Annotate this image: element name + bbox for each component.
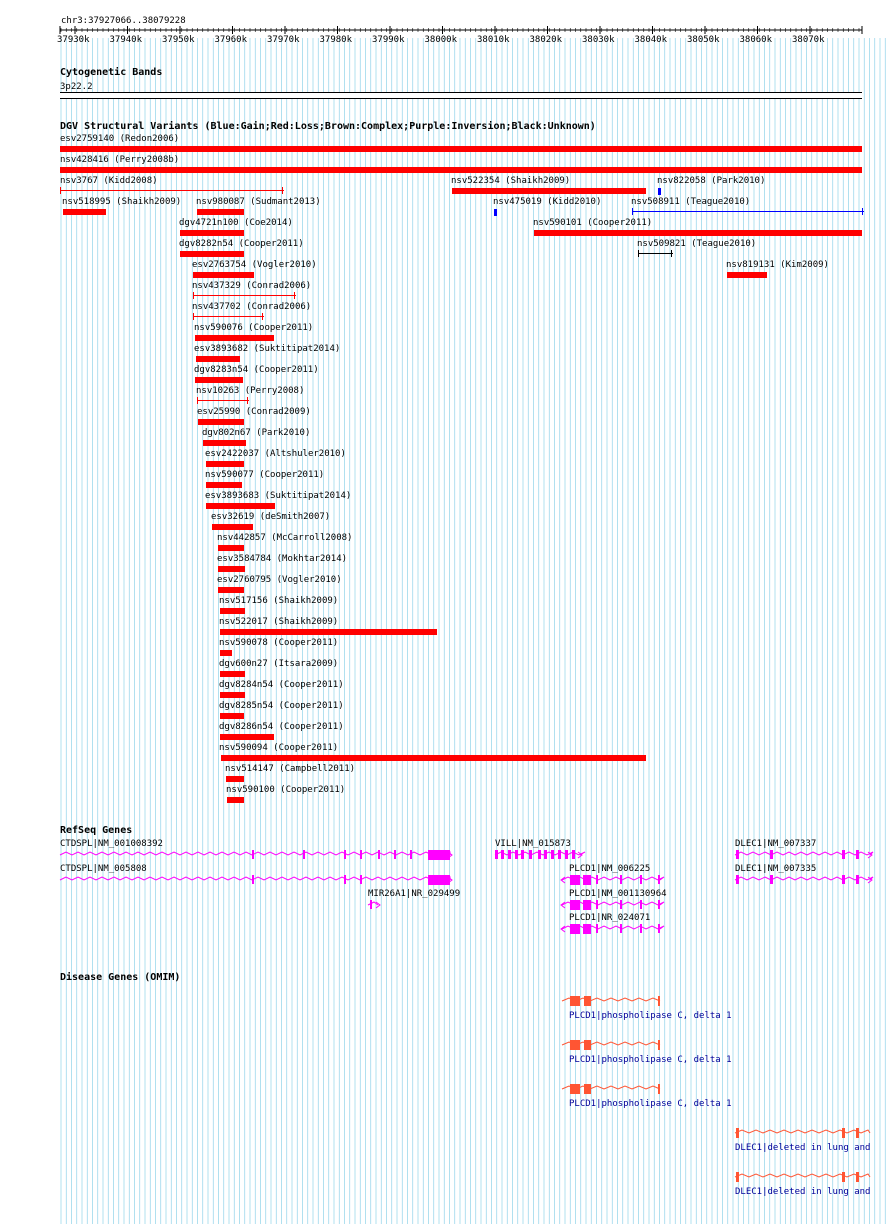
dgv-variant-label: dgv8282n54 (Cooper2011) xyxy=(179,239,304,249)
cytoband-track-title: Cytogenetic Bands xyxy=(60,67,163,78)
omim-entry-label: DLEC1|deleted in lung and xyxy=(735,1187,871,1197)
dgv-variant-label: dgv4721n100 (Coe2014) xyxy=(179,218,293,228)
omim-gene-model[interactable] xyxy=(562,1084,660,1094)
dgv-variant-label: esv2763754 (Vogler2010) xyxy=(192,260,317,270)
dgv-variant-label: nsv822058 (Park2010) xyxy=(657,176,766,186)
ruler-tick-label: 37930k xyxy=(57,35,90,45)
refseq-gene-label: PLCD1|NM_006225 xyxy=(569,864,651,874)
omim-gene-model[interactable] xyxy=(562,1040,660,1050)
dgv-variant-label: esv2422037 (Altshuler2010) xyxy=(205,449,346,459)
ruler-tick-label: 37940k xyxy=(109,35,143,45)
dgv-variant-label: nsv980087 (Sudmant2013) xyxy=(196,197,321,207)
dgv-variant-label: nsv514147 (Campbell2011) xyxy=(225,764,356,774)
ruler-tick-label: 37990k xyxy=(372,35,405,45)
refseq-gene-label: CTDSPL|NM_001008392 xyxy=(60,839,163,849)
dgv-variant-label: nsv509821 (Teague2010) xyxy=(637,239,757,249)
refseq-gene-label: PLCD1|NM_001130964 xyxy=(569,889,667,899)
dgv-variant-label: esv2759140 (Redon2006) xyxy=(60,134,180,144)
dgv-variant-label: nsv590101 (Cooper2011) xyxy=(533,218,653,228)
dgv-variant-label: nsv437702 (Conrad2006) xyxy=(192,302,312,312)
refseq-track-title: RefSeq Genes xyxy=(60,825,133,836)
ruler-tick-label: 37970k xyxy=(267,35,300,45)
dgv-track-title: DGV Structural Variants (Blue:Gain;Red:Loss;Brown:Complex;Purple:Inversion;Black:Unknown) xyxy=(60,121,596,132)
dgv-variant-label: esv3584784 (Mokhtar2014) xyxy=(217,554,348,564)
dgv-variant-label: esv2760795 (Vogler2010) xyxy=(217,575,342,585)
omim-gene-model[interactable] xyxy=(735,1172,870,1182)
dgv-variant-label: nsv590100 (Cooper2011) xyxy=(226,785,346,795)
dgv-variant-label: esv25990 (Conrad2009) xyxy=(197,407,311,417)
ruler-tick-label: 38070k xyxy=(792,35,825,45)
dgv-variant-label: esv32619 (deSmith2007) xyxy=(211,512,331,522)
dgv-variant-label: nsv819131 (Kim2009) xyxy=(726,260,829,270)
dgv-variant-label: nsv590077 (Cooper2011) xyxy=(205,470,325,480)
omim-gene-model[interactable] xyxy=(735,1128,870,1138)
dgv-variant-label: esv3893683 (Suktitipat2014) xyxy=(205,491,352,501)
dgv-variant-label: nsv3767 (Kidd2008) xyxy=(60,176,158,186)
dgv-variant-label: nsv428416 (Perry2008b) xyxy=(60,155,180,165)
dgv-variant-label: nsv522017 (Shaikh2009) xyxy=(219,617,339,627)
refseq-gene-label: CTDSPL|NM_005808 xyxy=(60,864,147,874)
dgv-variant-label: nsv442857 (McCarroll2008) xyxy=(217,533,353,543)
dgv-variant-label: dgv802n67 (Park2010) xyxy=(202,428,311,438)
dgv-variant-label: nsv437329 (Conrad2006) xyxy=(192,281,312,291)
dgv-variant-label: dgv8283n54 (Cooper2011) xyxy=(194,365,319,375)
ruler-tick-label: 38060k xyxy=(739,35,773,45)
refseq-gene-label: DLEC1|NM_007335 xyxy=(735,864,817,874)
ruler-tick-label: 38050k xyxy=(687,35,720,45)
ruler-tick-label: 38040k xyxy=(634,35,668,45)
omim-entry-label: DLEC1|deleted in lung and xyxy=(735,1143,871,1153)
refseq-gene-label: PLCD1|NR_024071 xyxy=(569,913,651,923)
omim-track-title: Disease Genes (OMIM) xyxy=(60,972,181,983)
refseq-gene-label: VILL|NM_015873 xyxy=(495,839,571,849)
dgv-variant-label: nsv522354 (Shaikh2009) xyxy=(451,176,571,186)
omim-gene-model[interactable] xyxy=(562,996,660,1006)
refseq-gene-label: MIR26A1|NR_029499 xyxy=(368,889,461,899)
dgv-variant-label: nsv590094 (Cooper2011) xyxy=(219,743,339,753)
dgv-variant-label: nsv508911 (Teague2010) xyxy=(631,197,751,207)
dgv-variant-label: nsv475019 (Kidd2010) xyxy=(493,197,602,207)
ruler-tick-label: 38030k xyxy=(582,35,615,45)
dgv-variant-label: nsv10263 (Perry2008) xyxy=(196,386,305,396)
omim-entry-label: PLCD1|phospholipase C, delta 1 xyxy=(569,1099,732,1109)
omim-entry-label: PLCD1|phospholipase C, delta 1 xyxy=(569,1011,732,1021)
location-label: chr3:37927066..38079228 xyxy=(61,16,186,26)
ruler-tick-label: 38010k xyxy=(477,35,510,45)
ruler-tick-label: 37960k xyxy=(214,35,248,45)
dgv-variant-label: dgv600n27 (Itsara2009) xyxy=(219,659,339,669)
dgv-variant-label: nsv590078 (Cooper2011) xyxy=(219,638,339,648)
ruler-tick-label: 38020k xyxy=(529,35,563,45)
ruler-tick-label: 37950k xyxy=(162,35,195,45)
cytoband-label: 3p22.2 xyxy=(60,82,93,92)
omim-entry-label: PLCD1|phospholipase C, delta 1 xyxy=(569,1055,732,1065)
refseq-gene-label: DLEC1|NM_007337 xyxy=(735,839,817,849)
dgv-variant-label: esv3893682 (Suktitipat2014) xyxy=(194,344,341,354)
ruler-tick-label: 37980k xyxy=(319,35,353,45)
dgv-variant-label: dgv8286n54 (Cooper2011) xyxy=(219,722,344,732)
ruler-tick-label: 38000k xyxy=(424,35,458,45)
dgv-variant-label: nsv518995 (Shaikh2009) xyxy=(62,197,182,207)
dgv-variant-label: nsv517156 (Shaikh2009) xyxy=(219,596,339,606)
dgv-variant-label: nsv590076 (Cooper2011) xyxy=(194,323,314,333)
dgv-variant-label: dgv8285n54 (Cooper2011) xyxy=(219,701,344,711)
dgv-variant-label: dgv8284n54 (Cooper2011) xyxy=(219,680,344,690)
